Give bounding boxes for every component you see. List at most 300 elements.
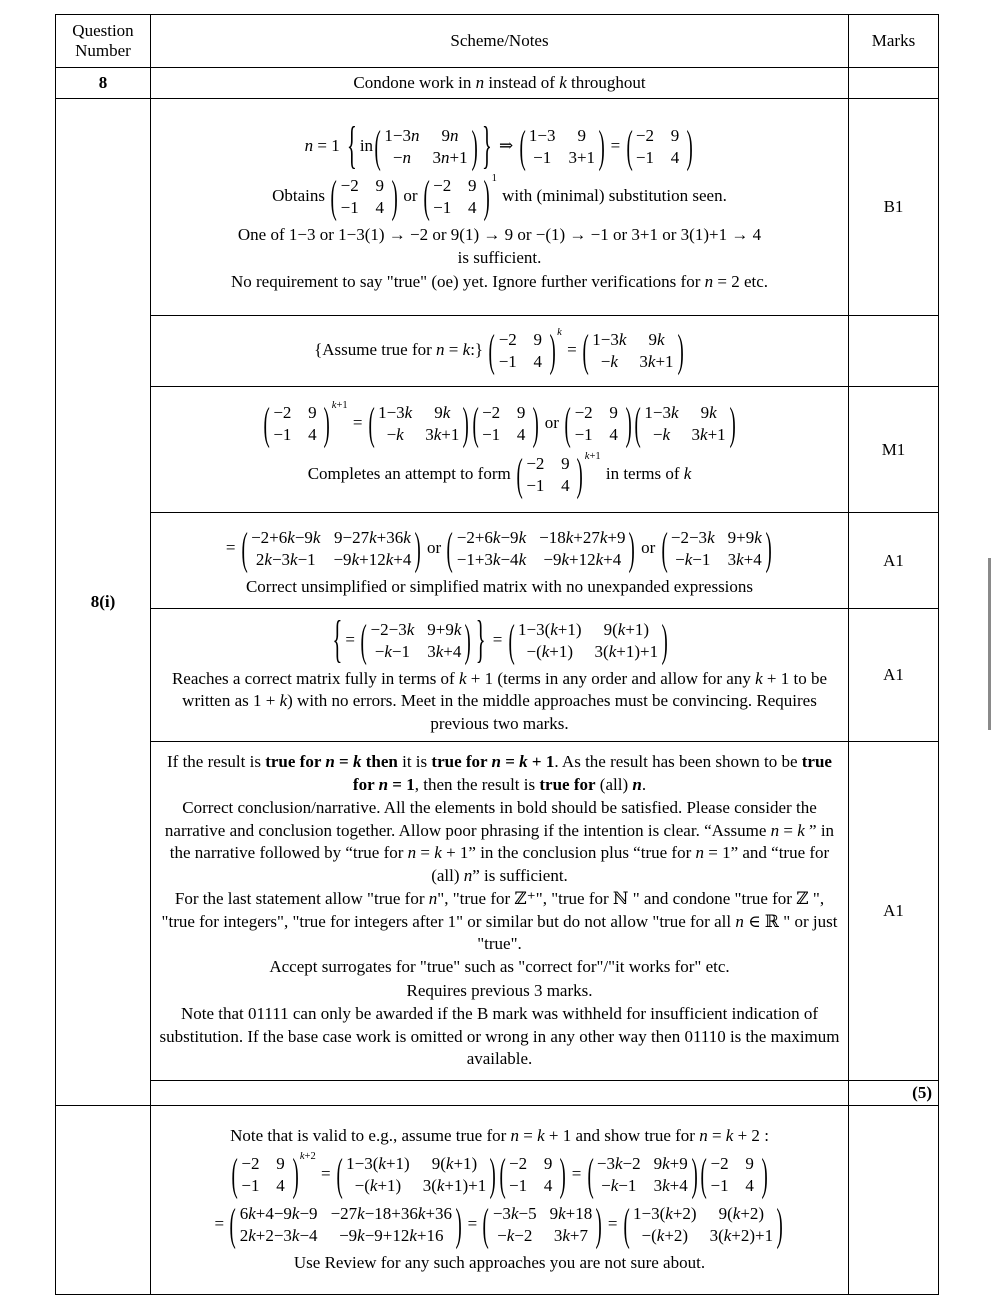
matrix-paren-right: ) [761, 1148, 768, 1200]
text-segment: or [540, 413, 564, 433]
text-segment: n [463, 865, 473, 885]
scheme-line [157, 1003, 842, 1070]
matrix-cell: −k−2 [497, 1226, 533, 1246]
matrix [626, 120, 694, 172]
matrix-paren-left: ( [661, 522, 668, 574]
text-segment: true for [265, 752, 326, 772]
matrix-cell: 9k [648, 329, 665, 349]
matrix-paren-left: ( [330, 170, 338, 222]
header-marks: Marks [849, 15, 939, 68]
matrix [231, 1148, 316, 1200]
matrix-cell: −1 [533, 147, 552, 167]
scheme-line [157, 170, 842, 222]
matrix-paren-left: ( [231, 1148, 238, 1200]
matrix-cell: 9(k+1) [431, 1153, 478, 1173]
text-segment: = [488, 629, 507, 649]
matrix-paren-right: ) [677, 324, 684, 376]
marks-cell-empty [849, 68, 939, 99]
left-curly-brace: { [332, 612, 343, 669]
matrix-grid [633, 125, 686, 169]
matrix-paren-left: ( [508, 614, 515, 666]
text-segment: . [641, 774, 647, 794]
matrix-paren-left: ( [626, 120, 633, 172]
question-number-empty [56, 1106, 151, 1295]
matrix-cell: 1−3n [384, 125, 420, 145]
matrix [472, 397, 540, 449]
text-segment: Note that is valid to e.g., assume true for [230, 1126, 511, 1146]
text-segment: or [422, 537, 446, 557]
left-curly-brace: { [347, 118, 357, 175]
matrix-superscript: k+1 [331, 400, 348, 412]
matrix-cell: 9+9k [427, 619, 462, 639]
text-segment: true for [352, 752, 832, 794]
matrix-paren-right: ) [776, 1198, 783, 1250]
text-segment: and show true for [571, 1126, 700, 1146]
matrix-grid [479, 402, 532, 446]
matrix-cell: −k−1 [601, 1175, 637, 1195]
matrix-grid [454, 527, 629, 571]
matrix-paren-left: ( [516, 447, 523, 500]
text-segment: k [458, 668, 467, 688]
matrix-superscript: k [557, 326, 562, 338]
matrix-cell: −1 [340, 197, 359, 217]
row-total [56, 1081, 939, 1106]
matrix-paren-right: ) [489, 1148, 497, 1200]
matrix-cell: 9 [561, 453, 570, 473]
matrix-paren-left: ( [229, 1198, 237, 1250]
matrix-cell: 9 [577, 125, 586, 145]
matrix-paren-right: ) [765, 522, 772, 574]
text-segment: n [475, 72, 485, 92]
scheme-line [157, 612, 842, 669]
matrix-cell: 4 [533, 352, 543, 371]
matrix-paren-right: ) [414, 522, 422, 574]
text-segment: n [428, 889, 438, 909]
matrix-cell: 1−3k [592, 329, 627, 349]
matrix-cell: −18k+27k+9 [539, 527, 626, 547]
scheme-k-plus-1-matrix [151, 609, 849, 742]
matrix-cell: −1 [273, 425, 292, 445]
matrix-paren-left: ( [483, 1198, 490, 1250]
matrix-cell: 2k+2−3k−4 [239, 1226, 318, 1246]
matrix-cell: 1−3k [378, 403, 413, 423]
text-segment: n = k [407, 843, 442, 863]
matrix-cell: 4 [308, 425, 317, 445]
matrix-paren-left: ( [472, 397, 479, 449]
text-segment: = [444, 339, 463, 359]
matrix-cell: 9 [516, 403, 526, 423]
row-base-case [56, 99, 939, 316]
text-segment: ∈ ℝ " or just "true". [477, 911, 838, 953]
matrix-paren-left: ( [336, 1148, 343, 1200]
text-segment: Accept surrogates for "true" such as "correct for"/"it works for" etc. [269, 957, 730, 977]
matrix-cell: −1+3k−4k [456, 549, 527, 569]
matrix [446, 522, 636, 574]
matrix [360, 614, 472, 666]
text-segment: ” is sufficient. [472, 865, 568, 885]
matrix-superscript: k+1 [584, 450, 601, 462]
matrix-cell: 2k−3k−1 [255, 549, 316, 569]
matrix-cell: 6k+4−9k−9 [239, 1204, 318, 1223]
row-conclusion [56, 742, 939, 1081]
matrix [519, 120, 606, 172]
text-segment: = [225, 537, 240, 557]
text-segment: ⇒ [494, 135, 518, 155]
text-segment: n [491, 752, 501, 772]
text-segment: = [214, 1214, 229, 1233]
matrix-cell: 4 [609, 425, 618, 445]
right-curly-brace: } [481, 118, 492, 175]
text-segment: with (minimal) substitution seen. [497, 185, 727, 205]
matrix-paren-left: ( [700, 1148, 707, 1200]
matrix-cell: −1 [526, 475, 545, 495]
matrix-paren-left: ( [263, 397, 270, 449]
matrix-grid [526, 125, 598, 169]
text-segment: ” in the narrative followed by “true for [169, 820, 835, 863]
text-segment: throughout [566, 72, 646, 92]
matrix-paren-right: ) [532, 397, 539, 449]
text-segment: true for [539, 774, 596, 794]
matrix [330, 170, 398, 222]
matrix-cell: 3k+1 [691, 425, 726, 445]
matrix-cell: 9+9k [727, 527, 762, 547]
matrix-cell: 3(k+1)+1 [422, 1175, 487, 1195]
matrix-cell: 1−3(k+2) [633, 1204, 697, 1223]
matrix-cell: −k [652, 425, 671, 445]
matrix-paren-left: ( [241, 522, 248, 574]
matrix-paren-right: ) [455, 1198, 462, 1250]
matrix-superscript: k+2 [299, 1150, 316, 1162]
matrix-grid [506, 1153, 559, 1197]
scheme-line [157, 224, 842, 246]
matrix-cell: −(k+1) [354, 1175, 402, 1195]
matrix-grid [589, 329, 676, 373]
matrix-cell: −(k+1) [526, 641, 574, 661]
text-segment: : [759, 1126, 769, 1146]
text-segment: + 1 [527, 752, 555, 772]
scheme-empty [151, 1081, 849, 1106]
matrix-cell: −1 [498, 352, 517, 371]
matrix [368, 397, 470, 449]
matrix-paren-left: ( [374, 120, 381, 172]
mark-scheme-table [55, 14, 939, 1295]
matrix-paren-right: ) [464, 614, 472, 666]
matrix [336, 1148, 497, 1200]
text-segment: then [361, 752, 398, 772]
scheme-line [157, 1252, 842, 1274]
matrix-grid [381, 125, 470, 169]
matrix-superscript: 1 [491, 172, 497, 184]
matrix-paren-left: ( [368, 397, 375, 449]
scheme-line [157, 751, 842, 796]
text-segment: For the last statement allow "true for [174, 889, 429, 909]
matrix-paren-left: ( [582, 324, 589, 376]
matrix-cell: −2+6k−9k [251, 527, 321, 547]
text-segment: No requirement to say "true" (oe) yet. Ignore further verifications for [230, 271, 705, 291]
text-segment: k [755, 668, 763, 688]
matrix-grid [490, 1203, 595, 1247]
text-segment: in [359, 135, 374, 155]
matrix-cell: −1 [241, 1175, 260, 1195]
matrix-cell: −2−3k [670, 527, 715, 547]
row-unsimplified-matrix [56, 513, 939, 609]
matrix-cell: 3k+4 [427, 641, 462, 661]
matrix [516, 447, 601, 500]
text-segment: n [632, 774, 642, 794]
text-segment: = 1 [388, 774, 415, 794]
matrix-paren-right: ) [625, 397, 632, 449]
scheme-unsimplified-matrix [151, 513, 849, 609]
condone-note-cell [151, 68, 849, 99]
matrix-cell: −1 [433, 197, 452, 217]
row-assume [56, 316, 939, 387]
matrix-cell: 3(k+2)+1 [709, 1226, 774, 1246]
matrix-paren-right: ) [323, 397, 331, 449]
text-segment: + 1 (terms in any order and allow for any [466, 668, 756, 688]
matrix-cell: −2 [498, 329, 517, 349]
matrix-paren-right: ) [598, 120, 605, 172]
scheme-line [157, 1125, 842, 1147]
text-segment: n [695, 843, 704, 863]
matrix-cell: 3k+7 [553, 1226, 588, 1246]
matrix-cell: 4 [375, 197, 384, 217]
matrix-cell: −2 [508, 1153, 528, 1173]
matrix-grid [343, 1153, 489, 1197]
matrix-paren-left: ( [634, 397, 641, 449]
matrix [499, 1148, 567, 1200]
matrix-cell: 9k [434, 403, 451, 423]
matrix [623, 1198, 784, 1250]
matrix-cell: 1−3(k+1) [518, 619, 582, 639]
marks-cell-empty [849, 1106, 939, 1295]
scheme-line [157, 1198, 842, 1250]
matrix [241, 522, 422, 574]
matrix-cell: −k−1 [374, 641, 410, 661]
matrix-grid [594, 1153, 691, 1197]
scan-scrollbar-artifact [988, 558, 991, 730]
matrix-paren-right: ) [595, 1198, 603, 1250]
matrix-cell: 1−3k [644, 403, 679, 423]
text-segment: , then the result is [414, 774, 540, 794]
scheme-review-note [151, 1106, 849, 1295]
matrix-grid [707, 1153, 760, 1197]
text-segment: k [683, 463, 692, 483]
text-segment: is sufficient. [457, 248, 542, 268]
matrix [634, 397, 736, 449]
matrix [508, 614, 669, 666]
matrix-cell: −2 [574, 403, 593, 423]
matrix-paren-right: ) [292, 1148, 299, 1200]
text-segment: + 1” in the conclusion plus “true for [441, 843, 696, 863]
text-segment: (all) [595, 774, 633, 794]
header-scheme-notes: Scheme/Notes [151, 15, 849, 68]
matrix [661, 522, 773, 574]
text-segment: = 1” and “true for (all) [431, 843, 830, 885]
text-segment: Use Review for any such approaches you are not sure about. [293, 1253, 706, 1273]
matrix-paren-left: ( [564, 397, 572, 449]
matrix-cell: 9 [670, 125, 680, 145]
scheme-line [157, 397, 842, 449]
text-segment: n [304, 135, 314, 155]
matrix-cell: −2+6k−9k [456, 527, 527, 547]
matrix-cell: 3n+1 [432, 147, 468, 167]
matrix-cell: 3(k+1)+1 [594, 641, 659, 661]
text-segment: n [704, 271, 714, 291]
matrix-cell: 9(k+1) [603, 619, 650, 639]
matrix-cell: 9 [609, 403, 618, 423]
text-segment: = [562, 339, 581, 359]
matrix-grid [238, 1153, 291, 1197]
scheme-line [157, 1148, 842, 1200]
matrix-paren-left: ( [519, 120, 526, 172]
question-number-8i: 8(i) [56, 99, 151, 1106]
matrix-paren-right: ) [483, 170, 491, 222]
text-segment: k [462, 339, 471, 359]
text-segment: = 1 [313, 135, 345, 155]
text-segment: k [559, 72, 567, 92]
matrix-cell: −1 [574, 425, 593, 445]
matrix-cell: 1−3(k+1) [346, 1153, 410, 1173]
matrix [700, 1148, 768, 1200]
marks-a1-first: A1 [849, 513, 939, 609]
marks-m1: M1 [849, 387, 939, 513]
matrix-cell: −2 [526, 453, 545, 473]
row-k-plus-1-matrix [56, 609, 939, 742]
text-segment: k [519, 752, 528, 772]
text-segment: n [325, 752, 335, 772]
text-segment: ", "true for ℤ⁺", "true for ℕ " and condone "true for ℤ ", "true for integers", "true for integers after 1" or similar but do not allow "true for all [161, 889, 825, 931]
scheme-base-case [151, 99, 849, 316]
matrix-grid [496, 329, 549, 373]
matrix-paren-right: ) [629, 522, 636, 574]
matrix-cell: 9 [543, 1153, 553, 1173]
matrix-cell: 4 [516, 425, 526, 445]
text-segment: n [436, 339, 445, 359]
matrix-cell: −9k−9+12k+16 [339, 1226, 444, 1246]
matrix-cell: 3k+1 [639, 352, 674, 371]
matrix-cell: 9 [467, 175, 477, 195]
text-segment: true for [431, 752, 492, 772]
marks-b1: B1 [849, 99, 939, 316]
matrix-cell: 3+1 [568, 147, 596, 167]
matrix-paren-right: ) [729, 397, 736, 449]
matrix-grid [368, 619, 465, 663]
scheme-line [157, 72, 842, 94]
matrix [564, 397, 632, 449]
matrix-cell: −3k−2 [596, 1153, 641, 1173]
text-segment: = [500, 752, 520, 772]
matrix-cell: 4 [670, 147, 680, 167]
matrix [423, 170, 497, 222]
text-segment: Reaches a correct matrix fully in terms of [171, 668, 459, 688]
matrix-paren-right: ) [559, 1148, 566, 1200]
matrix-cell: −9k+12k+4 [543, 549, 622, 569]
matrix-cell: −27k−18+36k+36 [330, 1204, 453, 1223]
matrix-cell: 1−3 [528, 125, 556, 145]
matrix-grid [515, 619, 661, 663]
matrix-cell: −k [600, 352, 618, 371]
matrix-cell: −2 [340, 175, 359, 195]
matrix-cell: −(k+2) [641, 1226, 689, 1246]
matrix-cell: 9 [745, 1153, 754, 1173]
text-segment: or [399, 185, 422, 205]
matrix-cell: 4 [467, 197, 477, 217]
text-segment: n = k + 1 [510, 1126, 572, 1146]
matrix-paren-left: ( [446, 522, 454, 574]
matrix-paren-left: ( [488, 324, 496, 376]
text-segment: instead of [484, 72, 560, 92]
text-segment: = [463, 1214, 482, 1233]
matrix-paren-right: ) [691, 1148, 698, 1200]
text-segment: If the result is [167, 752, 266, 772]
matrix-paren-left: ( [623, 1198, 630, 1250]
matrix-grid [641, 402, 728, 446]
header-question-number: Question Number [56, 15, 151, 68]
matrix-paren-right: ) [576, 447, 584, 500]
text-segment: Note that 01111 can only be awarded if the B mark was withheld for insufficient indication of substitution. If the base case work is omitted or wrong in any other way then 01110 is the maximum available. [159, 1004, 840, 1069]
matrix-cell: 9k+9 [653, 1153, 688, 1173]
matrix-grid [523, 453, 576, 497]
matrix-grid [572, 402, 625, 446]
matrix-paren-right: ) [391, 170, 398, 222]
text-segment: n [735, 911, 744, 931]
scheme-line [157, 576, 842, 598]
matrix-paren-right: ) [661, 614, 668, 666]
matrix-cell: −1 [710, 1175, 729, 1195]
matrix-cell: 3k+1 [425, 425, 460, 445]
text-segment: = [316, 1163, 335, 1183]
matrix-cell: −2 [482, 403, 501, 423]
matrix-paren-left: ( [587, 1148, 594, 1200]
matrix-cell: 9k+18 [549, 1204, 593, 1223]
text-segment: = [567, 1163, 586, 1183]
matrix-grid [338, 175, 391, 219]
scheme-line [157, 247, 842, 269]
matrix-grid [430, 175, 483, 219]
scheme-line [157, 271, 842, 293]
matrix-cell: 9 [375, 175, 384, 195]
scheme-line [157, 888, 842, 955]
marks-total: (5) [849, 1081, 939, 1106]
matrix [263, 397, 348, 449]
scheme-line [157, 522, 842, 574]
matrix-cell: −2 [273, 403, 292, 423]
matrix-paren-left: ( [499, 1148, 506, 1200]
marks-a1-third: A1 [849, 742, 939, 1081]
matrix-cell: −2−3k [370, 619, 415, 639]
text-segment: k [279, 691, 288, 711]
text-segment: {Assume true for [314, 339, 437, 359]
scheme-assume [151, 316, 849, 387]
matrix [229, 1198, 462, 1250]
text-segment: :} [470, 339, 488, 359]
matrix-paren-right: ) [462, 397, 470, 449]
text-segment: Completes an attempt to form [307, 463, 515, 483]
scheme-line [157, 980, 842, 1002]
matrix-cell: 3k+4 [653, 1175, 688, 1195]
matrix-cell: 9n [441, 125, 459, 145]
matrix-paren-left: ( [423, 170, 430, 222]
marks-cell-empty [849, 316, 939, 387]
text-segment: = [603, 1214, 622, 1233]
matrix-cell: −1 [635, 147, 654, 167]
text-segment: Correct unsimplified or simplified matrix with no unexpanded expressions [245, 576, 754, 596]
row-q8 [56, 68, 939, 99]
text-segment: ) with no errors. Meet in the middle approaches must be convincing. Requires previous two marks. [287, 691, 817, 733]
row-review-note [56, 1106, 939, 1295]
matrix-cell: 4 [561, 475, 570, 495]
matrix-grid [668, 527, 765, 571]
